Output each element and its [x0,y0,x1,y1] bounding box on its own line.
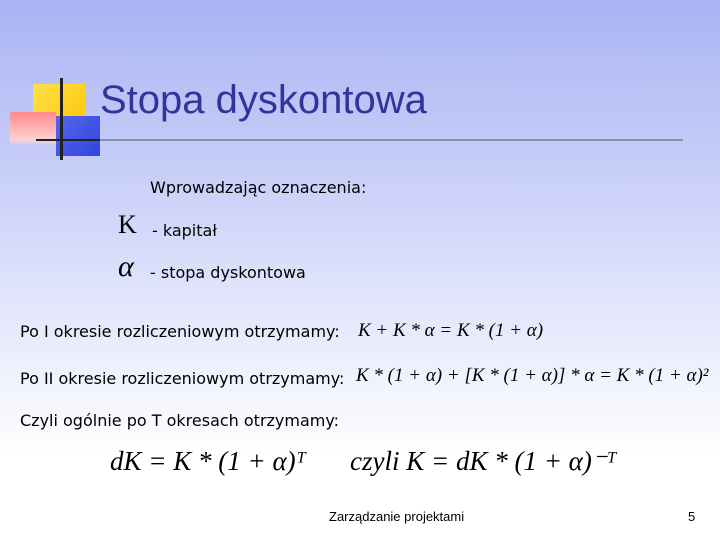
footer-title: Zarządzanie projektami [329,509,465,524]
period1-text: Po I okresie rozliczeniowym otrzymamy: [20,322,340,341]
logo-vertical-line [60,78,63,160]
title-underline [100,139,683,141]
general-text: Czyli ogólnie po T okresach otrzymamy: [20,411,340,430]
symbol-k-label: - kapitał [152,221,217,240]
formula-period1: K + K * α = K * (1 + α) [358,320,544,341]
symbol-alpha: α [118,250,134,283]
symbol-alpha-label: - stopa dyskontowa [150,263,306,282]
symbol-k: K [118,210,137,239]
period2-text: Po II okresie rozliczeniowym otrzymamy: [20,369,345,388]
formula-general-inverse: czyli K = dK * (1 + α)⁻ᵀ [350,446,617,476]
slide-title: Stopa dyskontowa [100,78,427,122]
intro-text: Wprowadzając oznaczenia: [150,178,367,197]
logo-horizontal-line [36,139,100,141]
formula-period2: K * (1 + α) + [K * (1 + α)] * α = K * (1 + α)² [356,365,709,386]
page-number: 5 [688,509,696,524]
formula-general: dK = K * (1 + α)ᵀ [110,446,307,476]
